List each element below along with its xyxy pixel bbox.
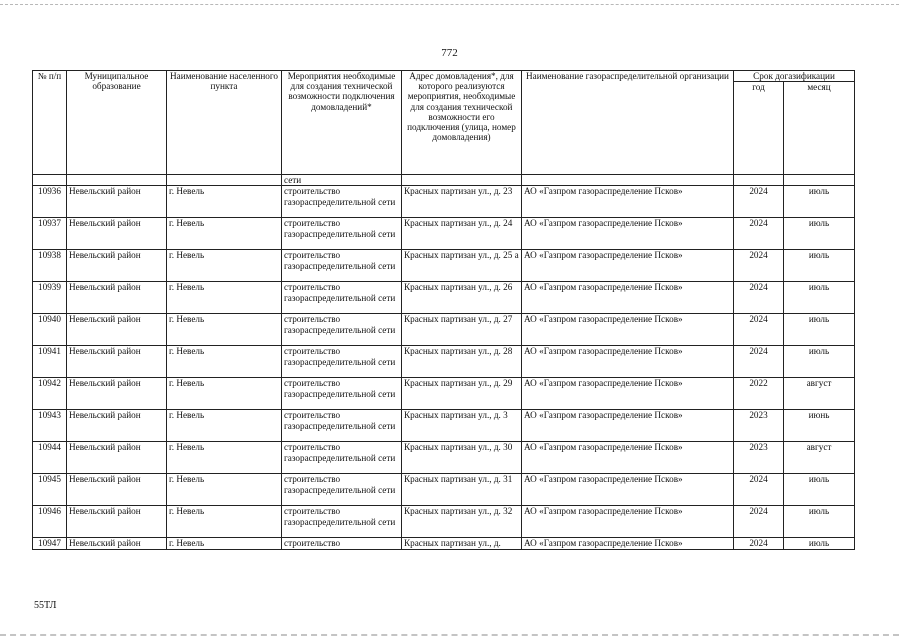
cell-settlement: г. Невель xyxy=(167,538,282,549)
continuation-row xyxy=(33,175,855,186)
cell-gas-org: АО «Газпром газораспределение Псков» xyxy=(522,314,734,346)
cell-month: июль xyxy=(784,218,855,250)
table-row xyxy=(33,186,855,218)
cell-gas-org: АО «Газпром газораспределение Псков» xyxy=(522,250,734,282)
cell-month: июль xyxy=(784,506,855,538)
cell-gas-org: АО «Газпром газораспределение Псков» xyxy=(522,282,734,314)
cell-measure: строительство газораспределительной сети xyxy=(282,410,402,442)
scan-edge-bottom xyxy=(0,634,899,636)
header-address: Адрес домовладения*, для которого реализуются мероприятия, необходимые для создания технической возможности его подключения (улица, номер домовладения) xyxy=(402,71,522,175)
page-number: 772 xyxy=(441,47,458,59)
cell-municipality: Невельский район xyxy=(67,506,167,538)
cell-municipality: Невельский район xyxy=(67,538,167,549)
cell-num: 10947 xyxy=(33,538,67,549)
cell-measure: строительство газораспределительной сети xyxy=(282,378,402,410)
cell-year: 2024 xyxy=(734,474,784,506)
cell-month: июль xyxy=(784,186,855,218)
cell-municipality: Невельский район xyxy=(67,442,167,474)
cell-year: 2024 xyxy=(734,538,784,549)
cell-measure: строительство газораспределительной сети xyxy=(282,186,402,218)
cell-settlement: г. Невель xyxy=(167,314,282,346)
header-measures: Мероприятия необходимые для создания технической возможности подключения домовладений* xyxy=(282,71,402,175)
cell-address: Красных партизан ул., д. 31 xyxy=(402,474,522,506)
cell-address: Красных партизан ул., д. 26 xyxy=(402,282,522,314)
cell-municipality: Невельский район xyxy=(67,282,167,314)
cell-num: 10943 xyxy=(33,410,67,442)
cell-year: 2024 xyxy=(734,346,784,378)
cell-measure: строительство газораспределительной сети xyxy=(282,442,402,474)
table-row xyxy=(33,506,855,538)
gasification-table xyxy=(32,70,855,550)
cell-municipality: Невельский район xyxy=(67,378,167,410)
cell-gas-org: АО «Газпром газораспределение Псков» xyxy=(522,346,734,378)
cell-month: июнь xyxy=(784,410,855,442)
cell-measure: строительство газораспределительной сети xyxy=(282,474,402,506)
cell-measure: строительство газораспределительной сети xyxy=(282,282,402,314)
cell-settlement: г. Невель xyxy=(167,250,282,282)
cell-municipality: Невельский район xyxy=(67,250,167,282)
cell-num: 10937 xyxy=(33,218,67,250)
header-settlement: Наименование населенного пункта xyxy=(167,71,282,175)
cell-settlement: г. Невель xyxy=(167,378,282,410)
cell-year: 2024 xyxy=(734,218,784,250)
cell-month: июль xyxy=(784,250,855,282)
header-municipality: Муниципальное образование xyxy=(67,71,167,175)
cell-measure: строительство газораспределительной сети xyxy=(282,250,402,282)
cell-gas-org: АО «Газпром газораспределение Псков» xyxy=(522,442,734,474)
table-row xyxy=(33,282,855,314)
cell-num: 10936 xyxy=(33,186,67,218)
cell-num: 10946 xyxy=(33,506,67,538)
cell-settlement: г. Невель xyxy=(167,474,282,506)
cell-settlement: г. Невель xyxy=(167,282,282,314)
table-row xyxy=(33,218,855,250)
cell-address: Красных партизан ул., д. 3 xyxy=(402,410,522,442)
cell-address: Красных партизан ул., д. 32 xyxy=(402,506,522,538)
scan-edge-top xyxy=(0,4,899,5)
cell-month: июль xyxy=(784,538,855,549)
cell-year: 2024 xyxy=(734,250,784,282)
cell-gas-org: АО «Газпром газораспределение Псков» xyxy=(522,186,734,218)
cell-municipality: Невельский район xyxy=(67,474,167,506)
cell-num: 10940 xyxy=(33,314,67,346)
cell-municipality: Невельский район xyxy=(67,410,167,442)
cell-address: Красных партизан ул., д. 29 xyxy=(402,378,522,410)
footer-code: 55ТЛ xyxy=(34,600,57,611)
cell-address: Красных партизан ул., д. 24 xyxy=(402,218,522,250)
header-month: месяц xyxy=(784,82,855,175)
table-row xyxy=(33,346,855,378)
cell-num: 10944 xyxy=(33,442,67,474)
cell-settlement: г. Невель xyxy=(167,186,282,218)
cell-settlement: г. Невель xyxy=(167,506,282,538)
cell-gas-org: АО «Газпром газораспределение Псков» xyxy=(522,378,734,410)
cell-num: 10939 xyxy=(33,282,67,314)
cell-municipality: Невельский район xyxy=(67,186,167,218)
cell-month: июль xyxy=(784,314,855,346)
cell-address: Красных партизан ул., д. 23 xyxy=(402,186,522,218)
cell-address: Красных партизан ул., д. 28 xyxy=(402,346,522,378)
cell-year: 2023 xyxy=(734,410,784,442)
cell-address: Красных партизан ул., д. 30 xyxy=(402,442,522,474)
cell-municipality: Невельский район xyxy=(67,314,167,346)
cell-settlement: г. Невель xyxy=(167,218,282,250)
cell-year: 2024 xyxy=(734,186,784,218)
cell-gas-org: АО «Газпром газораспределение Псков» xyxy=(522,410,734,442)
header-year: год xyxy=(734,82,784,175)
cell-measure: строительство газораспределительной сети xyxy=(282,218,402,250)
cell-settlement: г. Невель xyxy=(167,442,282,474)
cell-settlement: г. Невель xyxy=(167,410,282,442)
cell-num: 10942 xyxy=(33,378,67,410)
cell-month: июль xyxy=(784,346,855,378)
cell-measure: сети xyxy=(282,175,402,186)
cell-year: 2024 xyxy=(734,506,784,538)
table-row xyxy=(33,314,855,346)
cell-gas-org: АО «Газпром газораспределение Псков» xyxy=(522,538,734,549)
table-row xyxy=(33,250,855,282)
cell-num: 10941 xyxy=(33,346,67,378)
cell-month: июль xyxy=(784,282,855,314)
table-row xyxy=(33,378,855,410)
cell-measure: строительство газораспределительной сети xyxy=(282,506,402,538)
cell-address: Красных партизан ул., д. 27 xyxy=(402,314,522,346)
cell-year: 2024 xyxy=(734,282,784,314)
cell-num: 10938 xyxy=(33,250,67,282)
cell-year: 2024 xyxy=(734,314,784,346)
cell-address: Красных партизан ул., д. xyxy=(402,538,522,549)
header-num: № п/п xyxy=(33,71,67,175)
header-gas-org: Наименование газораспределительной организации xyxy=(522,71,734,175)
cell-settlement: г. Невель xyxy=(167,346,282,378)
header-deadline: Срок догазификации xyxy=(734,71,855,82)
cell-gas-org: АО «Газпром газораспределение Псков» xyxy=(522,218,734,250)
table-row xyxy=(33,474,855,506)
cell-gas-org: АО «Газпром газораспределение Псков» xyxy=(522,506,734,538)
cell-year: 2023 xyxy=(734,442,784,474)
cell-year: 2022 xyxy=(734,378,784,410)
cell-measure: строительство газораспределительной сети xyxy=(282,346,402,378)
cell-gas-org: АО «Газпром газораспределение Псков» xyxy=(522,474,734,506)
cell-address: Красных партизан ул., д. 25 а xyxy=(402,250,522,282)
cell-month: июль xyxy=(784,474,855,506)
table-row-partial xyxy=(33,538,855,549)
cell-municipality: Невельский район xyxy=(67,346,167,378)
cell-measure: строительство газораспределительной сети xyxy=(282,314,402,346)
cell-num: 10945 xyxy=(33,474,67,506)
cell-measure: строительство xyxy=(282,538,402,549)
cell-municipality: Невельский район xyxy=(67,218,167,250)
table-row xyxy=(33,410,855,442)
cell-month: август xyxy=(784,378,855,410)
table-row xyxy=(33,442,855,474)
cell-month: август xyxy=(784,442,855,474)
